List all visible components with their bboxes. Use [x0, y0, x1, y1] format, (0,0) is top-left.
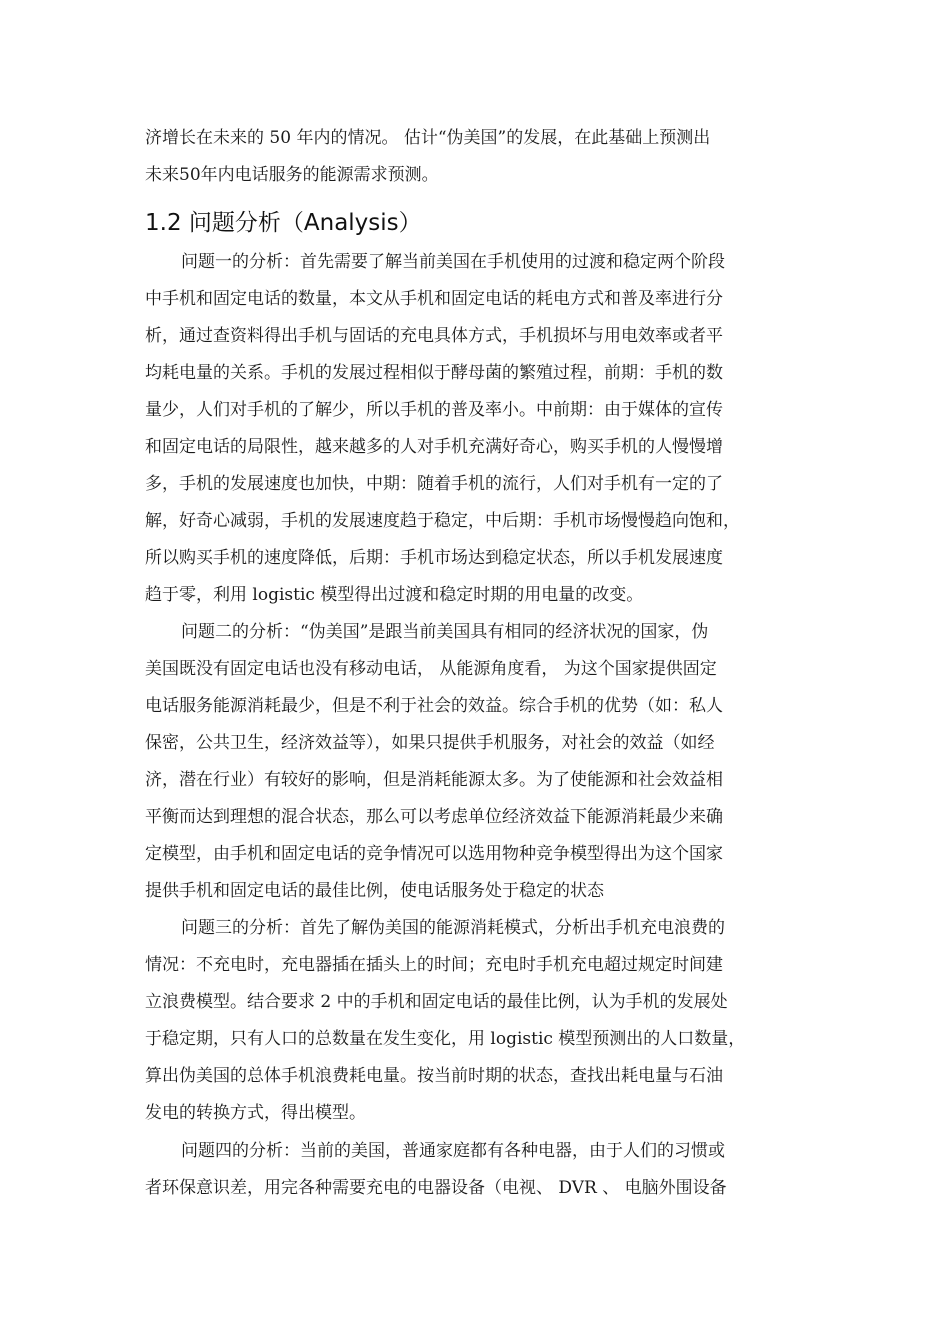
text-line: 情况：不充电时，充电器插在插头上的时间；充电时手机充电超过规定时间建 [145, 955, 723, 975]
text-line: 定模型，由手机和固定电话的竞争情况可以选用物种竞争模型得出为这个国家 [145, 844, 723, 864]
paragraph-problem-1 [145, 244, 809, 614]
text-line: 问题四的分析：当前的美国，普通家庭都有各种电器，由于人们的习惯或 [181, 1141, 725, 1161]
text-line: 算出伪美国的总体手机浪费耗电量。按当前时期的状态，查找出耗电量与石油 [145, 1066, 723, 1086]
text-line: 美国既没有固定电话也没有移动电话， 从能源角度看， 为这个国家提供固定 [145, 659, 717, 679]
text-line: 均耗电量的关系。手机的发展过程相似于酵母菌的繁殖过程，前期：手机的数 [145, 363, 723, 383]
text-line: 问题一的分析：首先需要了解当前美国在手机使用的过渡和稳定两个阶段 [181, 252, 725, 272]
text-line: 发电的转换方式，得出模型。 [145, 1103, 366, 1123]
text-line: 量少，人们对手机的了解少，所以手机的普及率小。中前期：由于媒体的宣传 [145, 400, 723, 420]
text-line: 立浪费模型。结合要求 2 中的手机和固定电话的最佳比例，认为手机的发展处 [145, 992, 728, 1012]
text-line: 未来50年内电话服务的能源需求预测。 [145, 165, 439, 185]
text-line: 济，潜在行业）有较好的影响，但是消耗能源太多。为了使能源和社会效益相 [145, 770, 723, 790]
text-line: 问题二的分析：“伪美国”是跟当前美国具有相同的经济状况的国家，伪 [181, 622, 709, 642]
paragraph-problem-2 [145, 614, 809, 910]
text-line: 问题三的分析：首先了解伪美国的能源消耗模式，分析出手机充电浪费的 [181, 918, 725, 938]
text-line: 于稳定期，只有人口的总数量在发生变化，用 logistic 模型预测出的人口数量， [145, 1029, 746, 1049]
text-line: 平衡而达到理想的混合状态，那么可以考虑单位经济效益下能源消耗最少来确 [145, 807, 723, 827]
text-line: 提供手机和固定电话的最佳比例，使电话服务处于稳定的状态 [145, 881, 604, 901]
paragraph-problem-4 [145, 1133, 809, 1207]
text-line: 解，好奇心减弱，手机的发展速度趋于稳定，中后期：手机市场慢慢趋向饱和， [145, 511, 740, 531]
text-line: 济增长在未来的 50 年内的情况。 估计“伪美国”的发展，在此基础上预测出 [145, 128, 711, 148]
text-line: 多，手机的发展速度也加快，中期：随着手机的流行，人们对手机有一定的了 [145, 474, 723, 494]
text-line: 保密，公共卫生，经济效益等），如果只提供手机服务，对社会的效益（如经 [145, 733, 715, 753]
text-line: 趋于零，利用 logistic 模型得出过渡和稳定时期的用电量的改变。 [145, 585, 644, 605]
text-line: 者环保意识差，用完各种需要充电的电器设备（电视、 DVR 、 电脑外围设备 [145, 1178, 727, 1198]
text-line: 中手机和固定电话的数量，本文从手机和固定电话的耗电方式和普及率进行分 [145, 289, 723, 309]
text-line: 所以购买手机的速度降低，后期：手机市场达到稳定状态，所以手机发展速度 [145, 548, 723, 568]
intro-text [145, 120, 809, 194]
text-line: 电话服务能源消耗最少，但是不利于社会的效益。综合手机的优势（如：私人 [145, 696, 723, 716]
paragraph-problem-3 [145, 910, 809, 1132]
text-line: 析，通过查资料得出手机与固话的充电具体方式，手机损坏与用电效率或者平 [145, 326, 723, 346]
section-heading: 1.2 问题分析（Analysis） [145, 210, 422, 236]
text-line: 和固定电话的局限性，越来越多的人对手机充满好奇心，购买手机的人慢慢增 [145, 437, 723, 457]
